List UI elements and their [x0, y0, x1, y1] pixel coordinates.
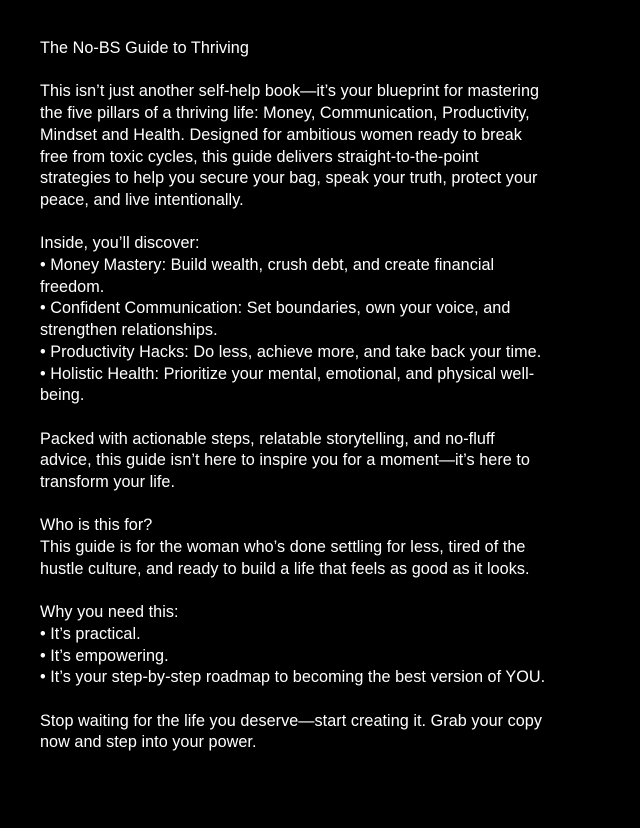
inside-heading: Inside, you’ll discover:	[40, 234, 200, 253]
inside-line: • Confident Communication: Set boundaries, own your voice, and	[40, 299, 511, 318]
packed-line: Packed with actionable steps, relatable storytelling, and no-fluff	[40, 429, 495, 448]
why-line: • It’s empowering.	[40, 646, 169, 665]
inside-line: • Holistic Health: Prioritize your mental, emotional, and physical well-	[40, 364, 535, 383]
inside-line: • Money Mastery: Build wealth, crush debt, and create financial	[40, 256, 495, 274]
why-line: • It’s practical.	[40, 624, 141, 643]
who-line: hustle culture, and ready to build a life that feels as good as it looks.	[40, 559, 530, 578]
packed-line: transform your life.	[40, 473, 176, 492]
closing-line: Stop waiting for the life you deserve—start creating it. Grab your copy	[40, 711, 543, 730]
why-section	[40, 602, 606, 689]
who-heading: Who is this for?	[40, 516, 153, 535]
who-line: This guide is for the woman who’s done settling for less, tired of the	[40, 538, 526, 557]
inside-line: being.	[40, 386, 85, 405]
inside-section	[40, 233, 606, 407]
closing-line: now and step into your power.	[40, 733, 257, 752]
inside-line: • Productivity Hacks: Do less, achieve more, and take back your time.	[40, 342, 542, 361]
document-title: The No-BS Guide to Thriving	[40, 39, 249, 57]
inside-line: freedom.	[40, 277, 105, 296]
intro-line: Mindset and Health. Designed for ambitious women ready to break	[40, 125, 522, 144]
intro-line: the five pillars of a thriving life: Money, Communication, Productivity,	[40, 104, 530, 123]
packed-paragraph	[40, 429, 606, 494]
inside-line: strengthen relationships.	[40, 321, 218, 340]
intro-line: peace, and live intentionally.	[40, 190, 244, 209]
document-page	[40, 38, 606, 776]
packed-line: advice, this guide isn’t here to inspire you for a moment—it’s here to	[40, 451, 530, 470]
intro-line: free from toxic cycles, this guide delivers straight-to-the-point	[40, 147, 479, 166]
intro-paragraph	[40, 81, 606, 211]
who-section	[40, 515, 606, 580]
intro-line: strategies to help you secure your bag, speak your truth, protect your	[40, 169, 538, 188]
why-line: • It’s your step-by-step roadmap to becoming the best version of YOU.	[40, 668, 546, 687]
why-heading: Why you need this:	[40, 603, 179, 622]
closing-paragraph	[40, 711, 606, 754]
intro-line: This isn’t just another self-help book—it’s your blueprint for mastering	[40, 82, 540, 101]
